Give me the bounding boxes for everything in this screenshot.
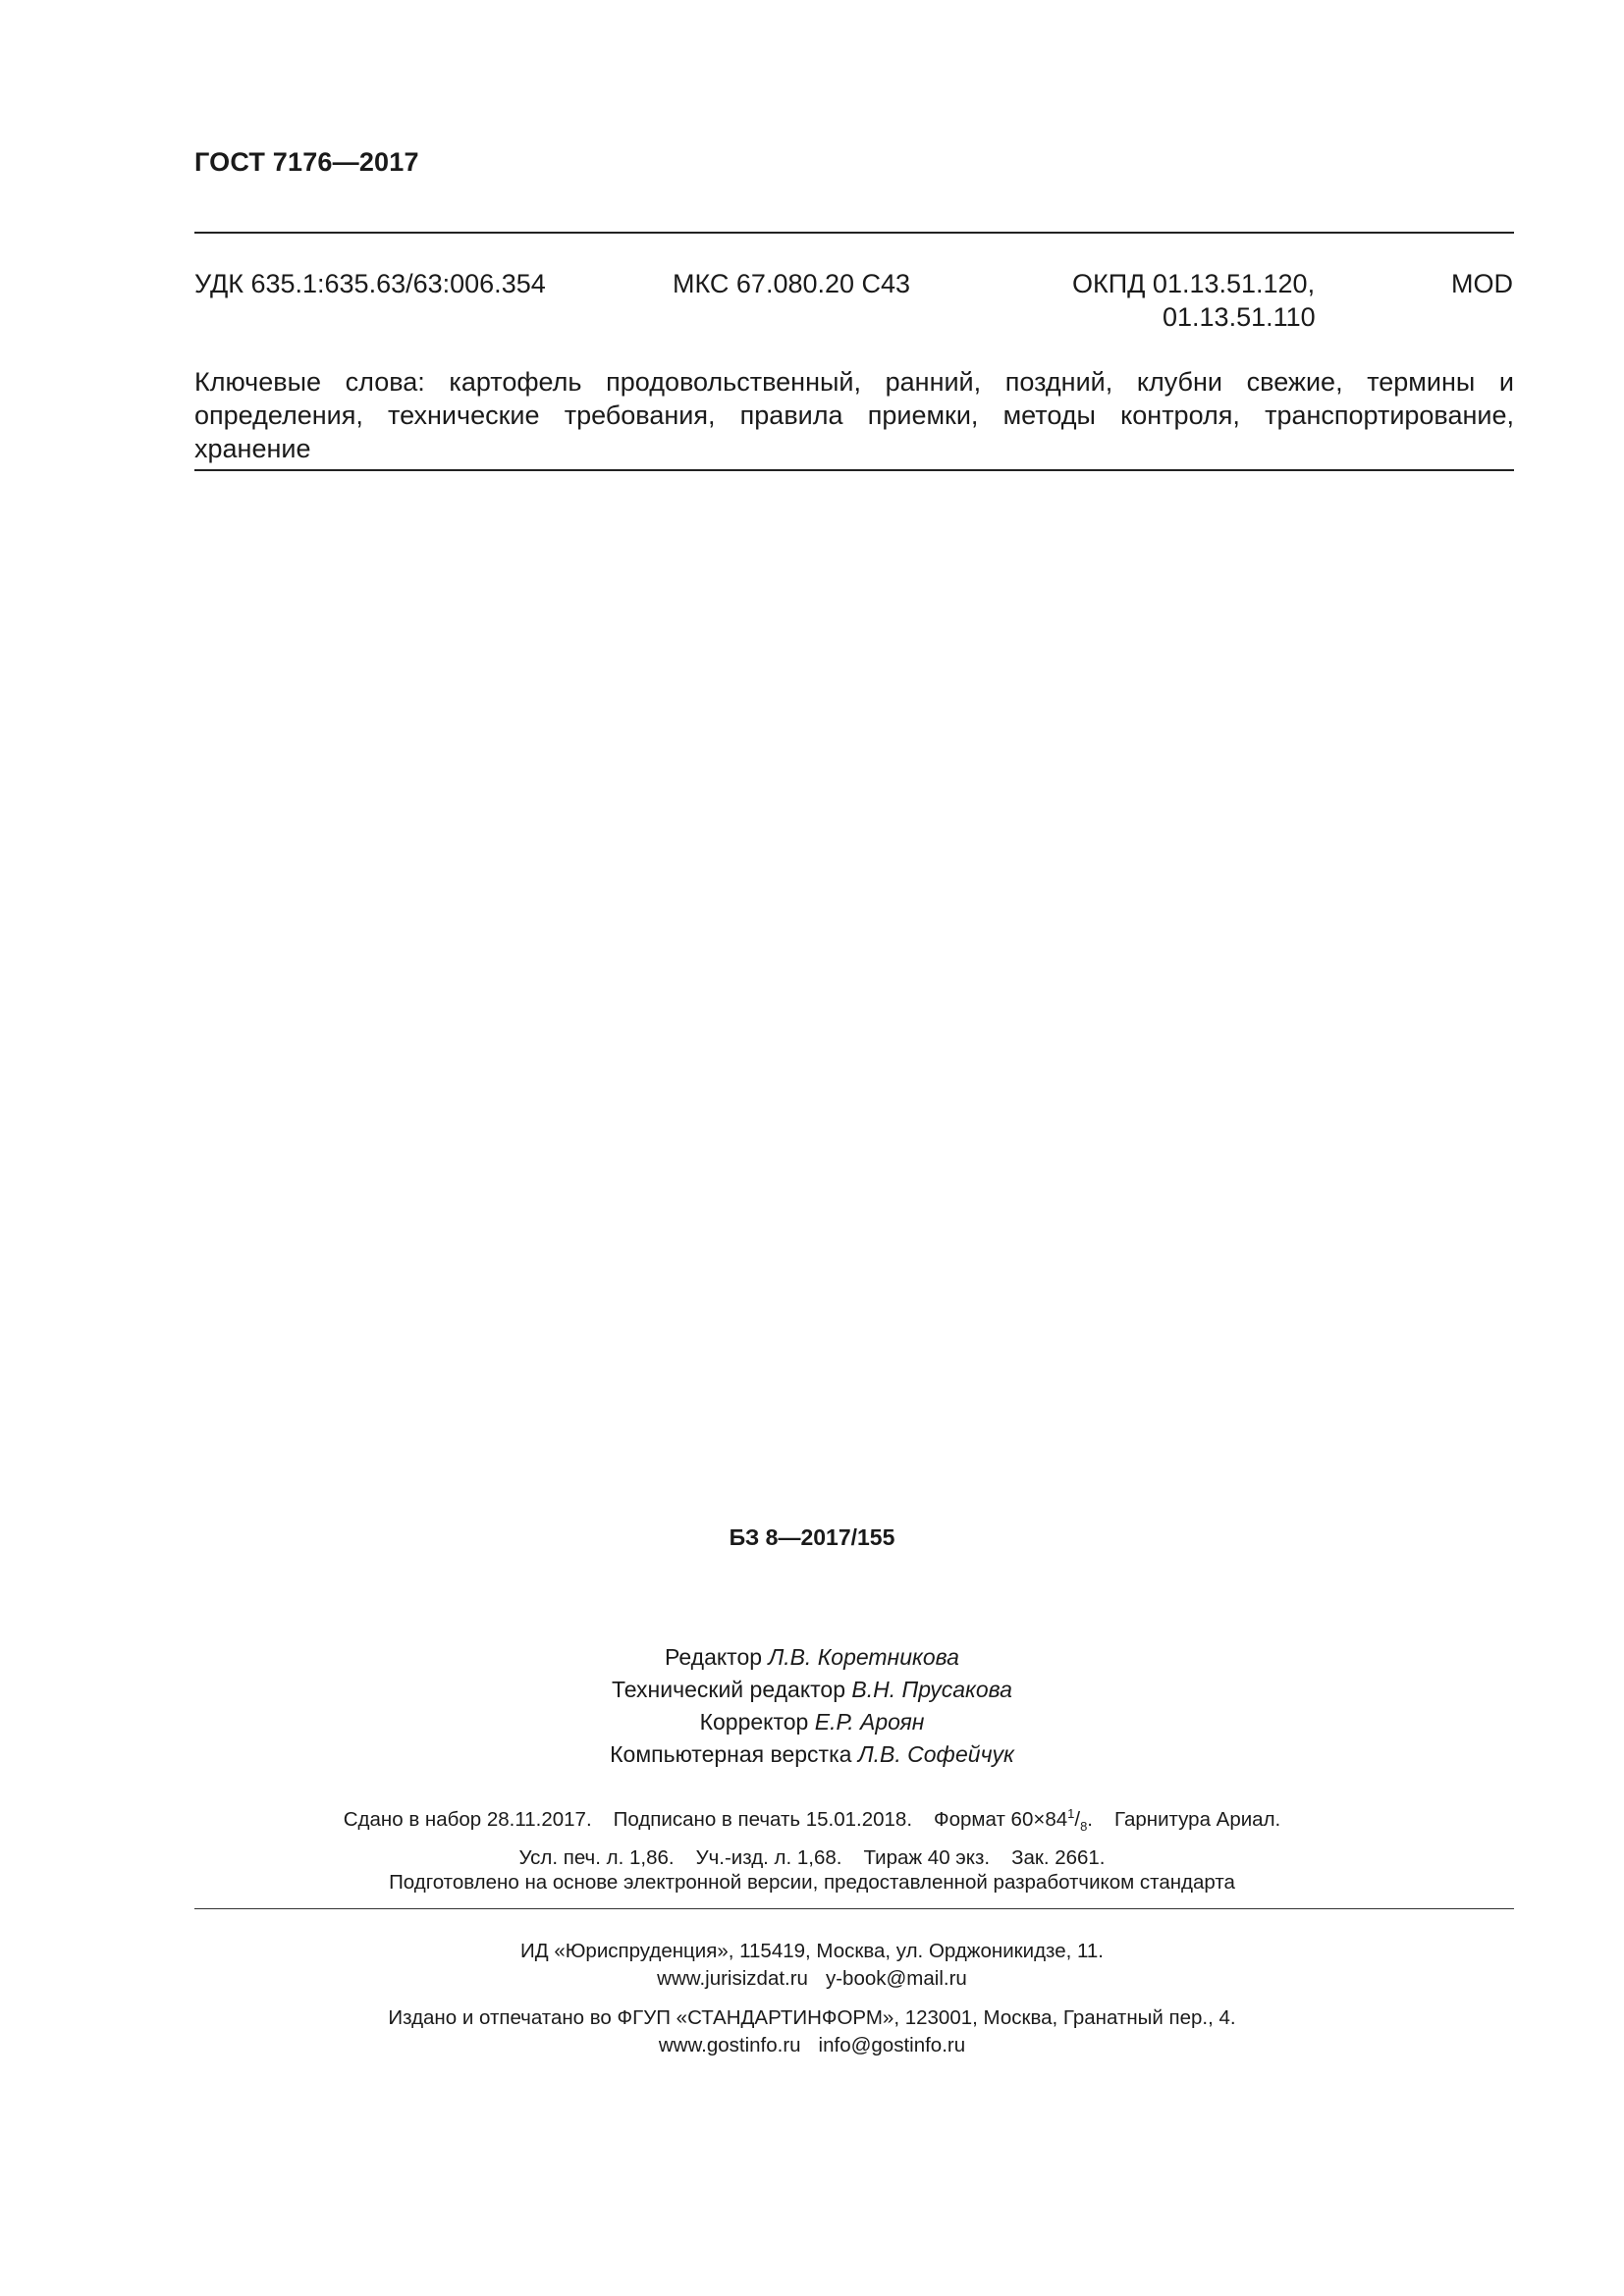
credit-layout bbox=[0, 1738, 1624, 1771]
credits-block bbox=[0, 1641, 1624, 1771]
imprint-line-1 bbox=[0, 1798, 1624, 1842]
imprint-order: Зак. 2661. bbox=[1011, 1845, 1106, 1869]
imprint-line-2 bbox=[0, 1842, 1624, 1874]
publisher-site: www.jurisizdat.ru bbox=[657, 1967, 808, 1990]
okpd-line-2: 01.13.51.110 bbox=[1163, 302, 1316, 332]
prepared-note: Подготовлено на основе электронной версии, предоставленной разработчиком стандарта bbox=[389, 1871, 1235, 1894]
imprint-run: Тираж 40 экз. bbox=[863, 1845, 991, 1869]
okpd-line-1: ОКПД 01.13.51.120, bbox=[1072, 269, 1316, 298]
credit-person: Л.В. Коретникова bbox=[768, 1644, 959, 1670]
imprint-pub-sheets: Уч.-изд. л. 1,68. bbox=[695, 1845, 842, 1869]
imprint-submitted: Сдано в набор 28.11.2017. bbox=[343, 1807, 592, 1831]
bottom-divider bbox=[194, 1908, 1514, 1909]
credit-tech-editor bbox=[0, 1674, 1624, 1706]
credit-person: Л.В. Софейчук bbox=[857, 1741, 1014, 1767]
publisher-block bbox=[0, 1938, 1624, 1993]
keywords-paragraph: Ключевые слова: картофель продовольственный, ранний, поздний, клубни свежие, термины и определения, технические требования, правила приемки, методы контроля, транспортирование, хранение bbox=[194, 367, 1514, 463]
credit-role: Корректор bbox=[699, 1709, 809, 1735]
okpd-code bbox=[1072, 267, 1316, 334]
mks-code: МКС 67.080.20 С43 bbox=[673, 269, 911, 298]
printer-address: Издано и отпечатано во ФГУП «СТАНДАРТИНФОРМ», 123001, Москва, Гранатный пер., 4. bbox=[388, 2006, 1236, 2029]
printer-email: info@gostinfo.ru bbox=[818, 2034, 966, 2056]
mod-label: MOD bbox=[1451, 269, 1513, 298]
document-header-title: ГОСТ 7176—2017 bbox=[194, 147, 419, 177]
publisher-contacts bbox=[0, 1965, 1624, 1993]
credit-role: Технический редактор bbox=[612, 1677, 846, 1702]
credit-editor bbox=[0, 1641, 1624, 1674]
credit-corrector bbox=[0, 1706, 1624, 1738]
bz-number: БЗ 8—2017/155 bbox=[729, 1524, 895, 1550]
publisher-email: y-book@mail.ru bbox=[825, 1967, 967, 1990]
credit-person: В.Н. Прусакова bbox=[851, 1677, 1012, 1702]
keywords-divider bbox=[194, 469, 1514, 471]
top-divider bbox=[194, 232, 1514, 234]
imprint-print-sheets: Усл. печ. л. 1,86. bbox=[518, 1845, 675, 1869]
printer-site: www.gostinfo.ru bbox=[658, 2034, 801, 2056]
credit-role: Компьютерная верстка bbox=[610, 1741, 852, 1767]
imprint-block bbox=[0, 1798, 1624, 1874]
imprint-font: Гарнитура Ариал. bbox=[1114, 1807, 1281, 1831]
udk-code: УДК 635.1:635.63/63:006.354 bbox=[194, 269, 546, 298]
publisher-address: ИД «Юриспруденция», 115419, Москва, ул. Орджоникидзе, 11. bbox=[520, 1940, 1104, 1962]
credit-person: Е.Р. Ароян bbox=[814, 1709, 925, 1735]
printer-block bbox=[0, 2004, 1624, 2059]
printer-contacts bbox=[0, 2032, 1624, 2059]
credit-role: Редактор bbox=[665, 1644, 763, 1670]
imprint-signed: Подписано в печать 15.01.2018. bbox=[613, 1807, 913, 1831]
imprint-format: Формат $60\times 84^1/_8$. bbox=[934, 1806, 1093, 1834]
